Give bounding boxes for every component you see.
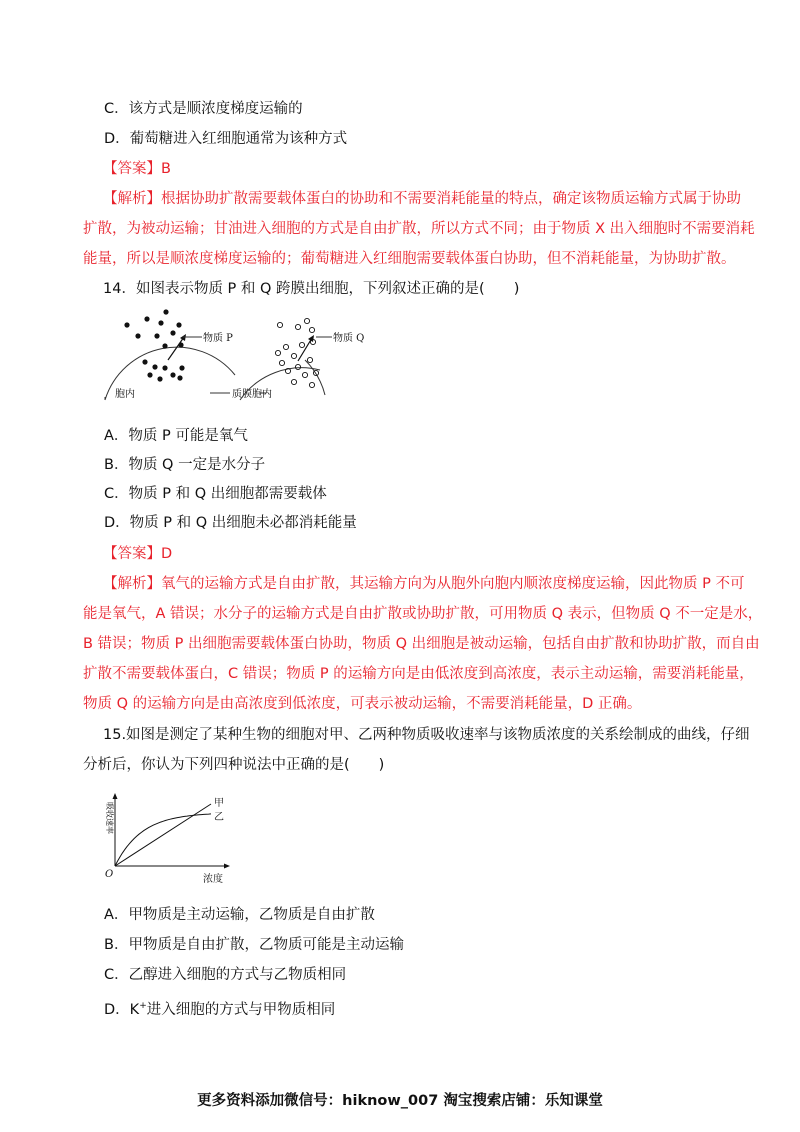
- q14-analysis-line-4: 扩散不需要载体蛋白，C 错误；物质 P 的运输方向是由低浓度到高浓度，表示主动运输，需要消耗能量，: [83, 666, 754, 682]
- q13-analysis-line-3: 能量，所以是顺浓度梯度运输的；葡萄糖进入红细胞需要载体蛋白协助，但不消耗能量，为协助扩散。: [83, 251, 736, 267]
- q14-analysis-line-5: 物质 Q 的运输方向是由高浓度到低浓度，可表示被动运输，不需要消耗能量，D 正确。: [83, 696, 642, 712]
- q15-option-d-superscript: +: [139, 1001, 147, 1011]
- series-label-yi: 乙: [214, 811, 224, 823]
- page-footer: 更多资料添加微信号：hiknow_007 淘宝搜索店铺：乐知课堂: [197, 1093, 603, 1109]
- label-inside-right: 胞内: [252, 389, 272, 400]
- label-membrane: 质膜: [232, 389, 252, 400]
- q15-absorption-chart: [95, 790, 245, 890]
- q15-option-b: B．甲物质是自由扩散，乙物质可能是主动运输: [104, 937, 404, 953]
- cell-p-diagram: [105, 309, 235, 400]
- q15-option-d: [104, 996, 335, 1020]
- origin-label: O: [105, 869, 114, 880]
- q13-analysis-line-2: 扩散，为被动运输；甘油进入细胞的方式是自由扩散，所以方式不同；由于物质 X 出入细胞时不需要消耗: [83, 221, 755, 237]
- label-substance-p: 物质 P: [203, 333, 233, 344]
- q15-stem-line-1: 15.如图是测定了某种生物的细胞对甲、乙两种物质吸收速率与该物质浓度的关系绘制成的曲线，仔细: [103, 727, 750, 743]
- q14-analysis-line-3: B 错误；物质 P 出细胞需要载体蛋白协助，物质 Q 出细胞是被动运输，包括自由扩散和协助扩散，而自由: [83, 636, 760, 652]
- series-line-yi: [115, 814, 211, 866]
- cell-q-diagram: [240, 318, 332, 400]
- q15-option-c: C．乙醇进入细胞的方式与乙物质相同: [104, 967, 347, 983]
- q15-option-d-prefix: D．K: [104, 1001, 140, 1018]
- label-inside-left: 胞内: [115, 389, 135, 400]
- q14-analysis-line-2: 能是氧气，A 错误；水分子的运输方式是自由扩散或协助扩散，可用物质 Q 表示，但物质 Q 不一定是水，: [83, 606, 763, 622]
- q14-option-d: D．物质 P 和 Q 出细胞未必都消耗能量: [104, 515, 357, 531]
- q14-option-a: A．物质 P 可能是氧气: [104, 428, 248, 444]
- q14-option-b: B．物质 Q 一定是水分子: [104, 457, 266, 473]
- q13-option-d: D．葡萄糖进入红细胞通常为该种方式: [104, 131, 348, 147]
- y-axis-label: 吸收速率: [105, 802, 114, 834]
- q15-option-a: A．甲物质是主动运输，乙物质是自由扩散: [104, 907, 375, 923]
- series-line-jia: [115, 804, 211, 866]
- q14-answer: 【答案】D: [103, 546, 173, 562]
- x-axis-label: 浓度: [203, 874, 223, 885]
- q14-option-c: C．物质 P 和 Q 出细胞都需要载体: [104, 486, 327, 502]
- label-substance-q: 物质 Q: [333, 333, 365, 344]
- q14-membrane-figure: [100, 305, 390, 405]
- series-group: [115, 797, 224, 866]
- series-label-jia: 甲: [214, 798, 224, 809]
- q13-answer: 【答案】B: [103, 161, 171, 177]
- q15-stem-line-2: 分析后，你认为下列四种说法中正确的是( ): [83, 757, 385, 773]
- q13-option-c: C．该方式是顺浓度梯度运输的: [104, 101, 303, 117]
- q15-option-d-text: 进入细胞的方式与甲物质相同: [146, 1001, 336, 1018]
- q14-analysis-line-1: 【解析】氧气的运输方式是自由扩散，其运输方向为从胞外向胞内顺浓度梯度运输，因此物质 P 不可: [103, 576, 745, 592]
- q14-stem: 14．如图表示物质 P 和 Q 跨膜出细胞，下列叙述正确的是( ): [103, 281, 520, 297]
- q13-analysis-line-1: 【解析】根据协助扩散需要载体蛋白的协助和不需要消耗能量的特点，确定该物质运输方式属于协助: [103, 191, 741, 207]
